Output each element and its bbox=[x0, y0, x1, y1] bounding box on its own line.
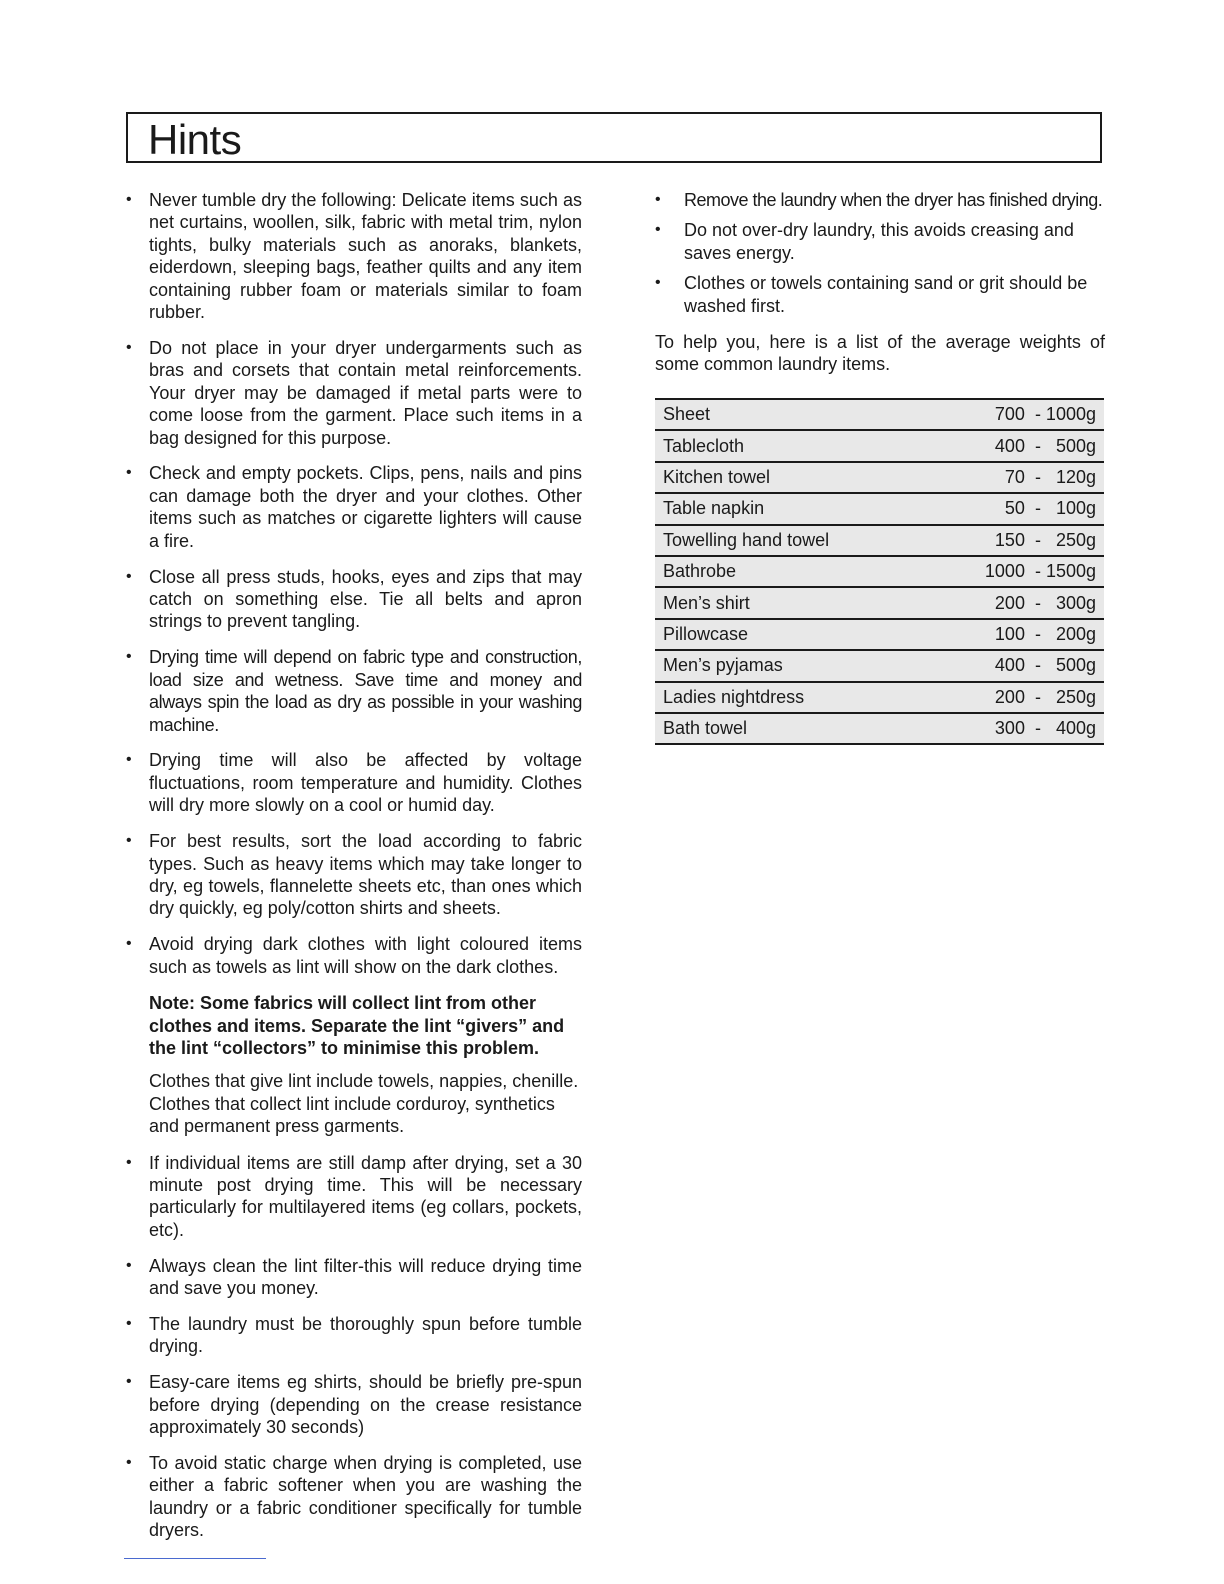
item-weight: 1000 - 1500g bbox=[984, 561, 1096, 582]
list-item: • Close all press studs, hooks, eyes and zips that may catch on something else. Tie all belts and apron strings to prevent tangling. bbox=[124, 566, 582, 633]
list-item: • For best results, sort the load according to fabric types. Such as heavy items which may take longer to dry, eg towels, flannelette sheets etc, than ones which dry quickly, eg poly/cotton shirts and sheets. bbox=[124, 830, 582, 920]
item-name: Towelling hand towel bbox=[663, 529, 830, 550]
item-weight: 400 - 500g bbox=[994, 435, 1096, 456]
list-item: • The laundry must be thoroughly spun before tumble drying. bbox=[124, 1313, 582, 1358]
item-weight: 700 - 1000g bbox=[994, 404, 1096, 425]
list-item: • Always clean the lint filter-this will reduce drying time and save you money. bbox=[124, 1255, 582, 1300]
list-item: • If individual items are still damp after drying, set a 30 minute post drying time. This will be necessary particularly for multilayered items (eg collars, pockets, etc). bbox=[124, 1152, 582, 1242]
list-item: • Easy-care items eg shirts, should be briefly pre-spun before drying (depending on the crease resistance approximately 30 seconds) bbox=[124, 1371, 582, 1438]
item-name: Ladies nightdress bbox=[663, 686, 805, 707]
footer-rule bbox=[124, 1558, 266, 1559]
item-weight: 70 - 120g bbox=[1004, 466, 1096, 487]
list-item: • Check and empty pockets. Clips, pens, nails and pins can damage both the dryer and your clothes. Other items such as matches or cigarette lighters will cause a fire. bbox=[124, 462, 582, 552]
table-row bbox=[655, 651, 1104, 682]
item-name: Sheet bbox=[663, 404, 711, 425]
item-name: Tablecloth bbox=[663, 435, 745, 456]
lint-paragraph: Clothes that give lint include towels, nappies, chenille. Clothes that collect lint include corduroy, synthetics and permanent press garments. bbox=[149, 1071, 579, 1137]
item-name: Men’s pyjamas bbox=[663, 655, 783, 676]
hints-list-right bbox=[655, 189, 1105, 317]
table-row bbox=[655, 494, 1104, 525]
table-row bbox=[655, 620, 1104, 651]
item-name: Kitchen towel bbox=[663, 466, 771, 487]
item-weight: 200 - 250g bbox=[994, 686, 1096, 707]
weights-table bbox=[655, 398, 1104, 745]
table-row bbox=[655, 714, 1104, 745]
table-row bbox=[655, 557, 1104, 588]
list-item: • Do not over-dry laundry, this avoids creasing and saves energy. bbox=[655, 219, 1105, 264]
list-item: • Remove the laundry when the dryer has finished drying. bbox=[655, 189, 1105, 211]
table-row bbox=[655, 588, 1104, 619]
item-name: Bathrobe bbox=[663, 561, 737, 582]
page-title-box bbox=[126, 112, 1102, 163]
left-column bbox=[124, 189, 582, 1555]
table-row bbox=[655, 463, 1104, 494]
list-item: • Clothes or towels containing sand or grit should be washed first. bbox=[655, 272, 1105, 317]
item-weight: 400 - 500g bbox=[994, 655, 1096, 676]
list-item: • Do not place in your dryer undergarments such as bras and corsets that contain metal reinforcements. Your dryer may be damaged if metal parts were to come loose from the garment. Place such items in a bag designed for this purpose. bbox=[124, 337, 582, 449]
table-row bbox=[655, 526, 1104, 557]
hints-list-secondary bbox=[124, 1152, 582, 1542]
table-row bbox=[655, 683, 1104, 714]
lint-note: Note: Some fabrics will collect lint from other clothes and items. Separate the lint “givers” and the lint “collectors” to minimise this problem. bbox=[149, 993, 565, 1058]
item-weight: 150 - 250g bbox=[994, 529, 1096, 550]
list-item: • To avoid static charge when drying is completed, use either a fabric softener when you are washing the laundry or a fabric conditioner specifically for tumble dryers. bbox=[124, 1452, 582, 1542]
right-column bbox=[655, 189, 1105, 376]
page-title: Hints bbox=[148, 116, 242, 163]
weights-intro: To help you, here is a list of the average weights of some common laundry items. bbox=[655, 332, 1105, 375]
item-name: Bath towel bbox=[663, 718, 748, 739]
table-row bbox=[655, 431, 1104, 462]
item-weight: 300 - 400g bbox=[994, 718, 1096, 739]
table-row bbox=[655, 400, 1104, 431]
item-name: Men’s shirt bbox=[663, 592, 750, 613]
item-weight: 50 - 100g bbox=[1004, 498, 1096, 519]
item-weight: 200 - 300g bbox=[994, 592, 1096, 613]
item-name: Table napkin bbox=[663, 498, 765, 519]
list-item: • Drying time will also be affected by voltage fluctuations, room temperature and humidity. Clothes will dry more slowly on a cool or humid day. bbox=[124, 749, 582, 816]
item-weight: 100 - 200g bbox=[994, 623, 1096, 644]
list-item: • Never tumble dry the following: Delicate items such as net curtains, woollen, silk, fabric with metal trim, nylon tights, bulky materials such as anoraks, blankets, eiderdown, sleeping bags, feather quilts and any item containing rubber foam or materials similar to foam rubber. bbox=[124, 189, 582, 323]
hints-list-primary bbox=[124, 189, 582, 978]
item-name: Pillowcase bbox=[663, 623, 749, 644]
list-item: • Avoid drying dark clothes with light coloured items such as towels as lint will show on the dark clothes. bbox=[124, 933, 582, 978]
list-item: • Drying time will depend on fabric type and construction, load size and wetness. Save time and money and always spin the load as dry as possible in your washing machine. bbox=[124, 646, 582, 736]
